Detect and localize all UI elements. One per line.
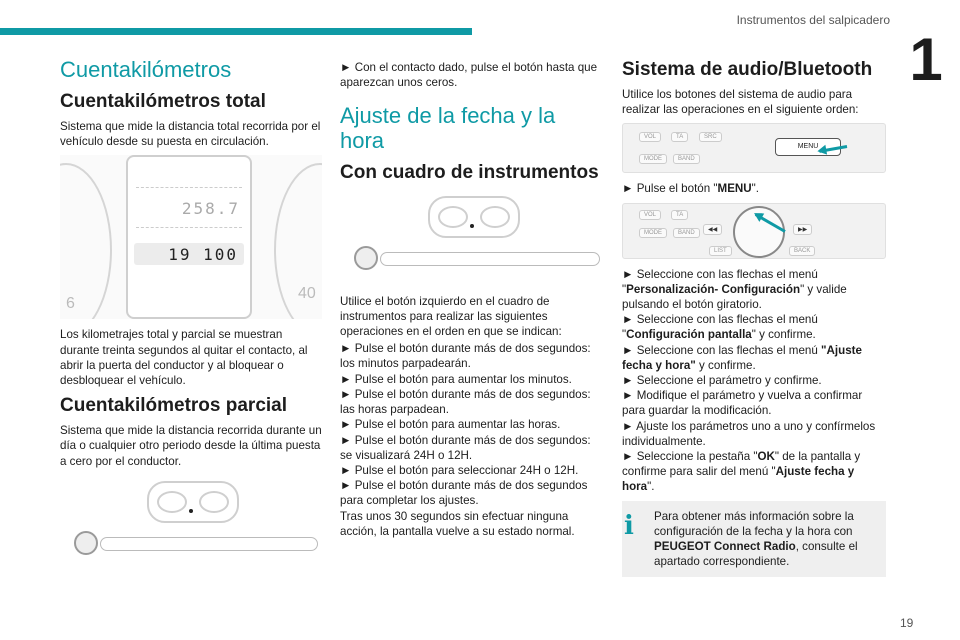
audio-intro-text: Utilice los botones del sistema de audio para realizar las operaciones en el siguiente orden: <box>622 87 859 117</box>
odometer-display-text: Los kilometrajes total y parcial se muestran durante treinta segundos al quitar el contacto, al abrir la puerta del conductor y al bloquear o desbloquear el vehículo. <box>60 328 308 388</box>
radio-button-label: VOL <box>639 210 661 220</box>
step-item: ► Pulse el botón para aumentar las horas. <box>340 417 604 432</box>
radio-button-label: BACK <box>789 246 815 256</box>
heading-total-odometer: Cuentakilómetros total <box>60 91 266 113</box>
cluster-steps <box>340 341 604 539</box>
setting-knob-icon <box>354 246 378 270</box>
header-title: Instrumentos del salpicadero <box>736 13 890 27</box>
gauge-right-label: 40 <box>298 285 316 303</box>
cluster-button-illustration-2 <box>340 190 604 286</box>
radio-button-label: BAND <box>673 228 700 238</box>
column-date-time <box>340 52 604 545</box>
section-title-audio: Sistema de audio/Bluetooth <box>622 59 873 80</box>
radio-button-label: MODE <box>639 228 667 238</box>
rewind-button-icon: ◀◀ <box>703 224 722 235</box>
knob-rail <box>100 537 318 551</box>
step-item: ► Seleccione con las flechas el menú "Ajuste fecha y hora" y confirme. <box>622 343 886 373</box>
step-item: ► Seleccione la pestaña "OK" de la pantalla y confirme para salir del menú "Ajuste fecha y hora". <box>622 449 886 495</box>
step-item: ► Ajuste los parámetros uno a uno y confírmelos individualmente. <box>622 419 886 449</box>
outro-text: Tras unos 30 segundos sin efectuar ninguna acción, la pantalla vuelve a su estado normal. <box>340 509 575 538</box>
header-accent-bar <box>0 28 472 35</box>
partial-odometer-text: Sistema que mide la distancia recorrida durante un día o cualquier otro periodo desde la última puesta a cero por el conductor. <box>60 424 322 468</box>
step-item: ► Pulse el botón durante más de dos segundos para completar los ajustes. <box>340 478 604 508</box>
cluster-button-illustration <box>60 475 322 571</box>
radio-button-label: VOL <box>639 132 661 142</box>
audio-step-menu: ► Pulse el botón "MENU". <box>622 181 886 196</box>
radio-button-label: TA <box>671 210 688 220</box>
step-item: ► Modifique el parámetro y vuelva a confirmar para guardar la modificación. <box>622 388 886 418</box>
cluster-icon <box>147 481 239 523</box>
chapter-number: 1 <box>909 26 943 93</box>
step-item: ► Pulse el botón durante más de dos segundos: se visualizará 24H o 12H. <box>340 433 604 463</box>
menu-button: MENU <box>775 138 841 156</box>
reset-knob-icon <box>74 531 98 555</box>
step-item: ► Pulse el botón para aumentar los minutos. <box>340 372 604 387</box>
radio-button-label: MODE <box>639 154 667 164</box>
radio-panel-knob-illustration <box>622 203 886 259</box>
cluster-intro-text: Utilice el botón izquierdo en el cuadro de instrumentos para realizar las siguientes operaciones en el orden en que se indican: <box>340 294 562 339</box>
radio-button-label: SRC <box>699 132 722 142</box>
section-title-date-time: Ajuste de la fecha y la hora <box>340 103 556 153</box>
section-title-odometers: Cuentakilómetros <box>60 57 232 82</box>
step-item: ► Seleccione con las flechas el menú "Personalización- Configuración" y valide pulsando el botón giratorio. <box>622 267 886 313</box>
gauge-left-label: 6 <box>66 295 75 313</box>
step-item: ► Pulse el botón durante más de dos segundos: las horas parpadean. <box>340 387 604 417</box>
step-item: ► Pulse el botón durante más de dos segundos: los minutos parpadearán. <box>340 341 604 371</box>
total-odometer-value: 19 100 <box>168 245 238 265</box>
knob-rail <box>380 252 600 266</box>
total-odometer-text: Sistema que mide la distancia total recorrida por el vehículo desde su puesta en circulación. <box>60 120 321 149</box>
lcd-display <box>126 155 252 319</box>
radio-panel-menu-illustration <box>622 123 886 173</box>
forward-button-icon: ▶▶ <box>793 224 812 235</box>
radio-button-label: BAND <box>673 154 700 164</box>
step-item: ► Pulse el botón para seleccionar 24H o 12H. <box>340 463 604 478</box>
radio-button-label: TA <box>671 132 688 142</box>
radio-button-label: LIST <box>709 246 732 256</box>
column-audio <box>622 52 886 577</box>
info-box <box>622 501 886 578</box>
cluster-icon <box>428 196 520 238</box>
step-item: ► Seleccione el parámetro y confirme. <box>622 373 886 388</box>
audio-steps <box>622 267 886 495</box>
info-text: Para obtener más información sobre la configuración de la fecha y la hora con PEUGEOT Connect Radio, consulte el apartado correspondiente. <box>654 509 858 569</box>
total-odometer-box <box>134 243 244 265</box>
info-icon: i <box>624 510 634 541</box>
heading-instrument-cluster: Con cuadro de instrumentos <box>340 161 599 183</box>
page-number: 19 <box>900 616 914 630</box>
trip-odometer-value: 258.7 <box>181 199 240 219</box>
heading-partial-odometer: Cuentakilómetros parcial <box>60 395 288 417</box>
column-odometers <box>60 52 322 579</box>
odometer-illustration <box>60 155 322 319</box>
step-item: ► Seleccione con las flechas el menú "Configuración pantalla" y confirme. <box>622 312 886 342</box>
reset-step-text: ► Con el contacto dado, pulse el botón hasta que aparezcan unos ceros. <box>340 60 604 90</box>
